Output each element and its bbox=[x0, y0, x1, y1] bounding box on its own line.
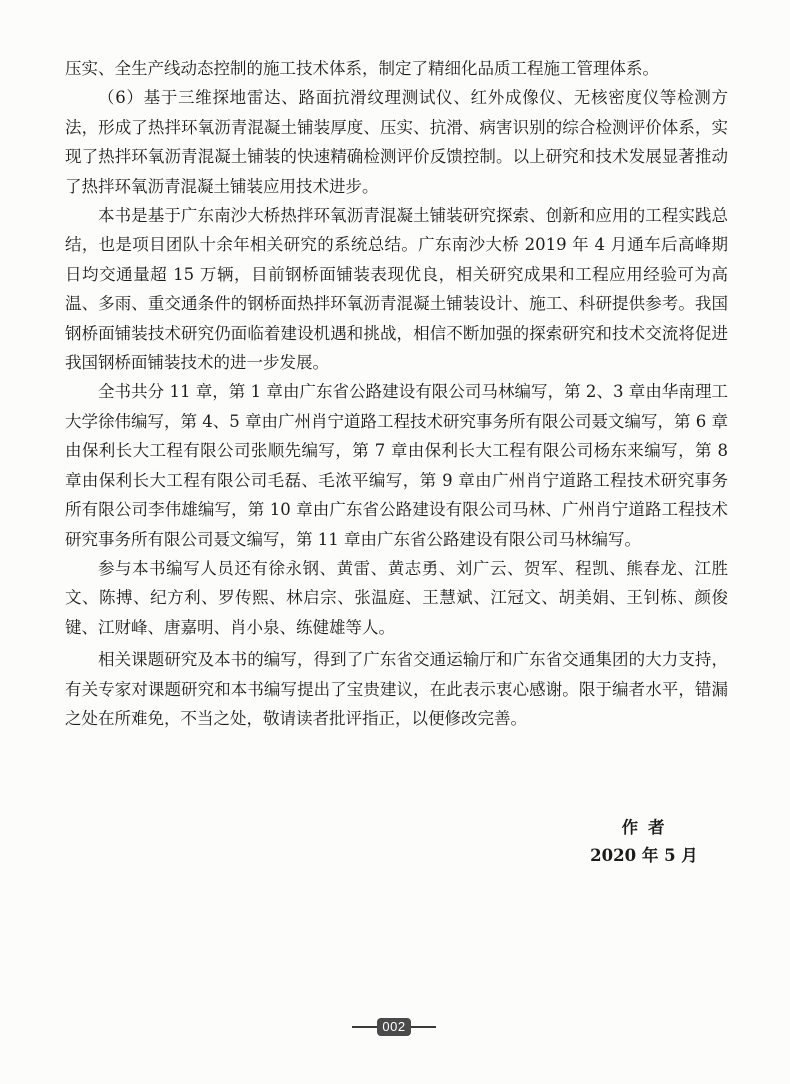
page-number-rule-left bbox=[352, 1026, 377, 1028]
paragraph-item-6: （6）基于三维探地雷达、路面抗滑纹理测试仪、红外成像仪、无核密度仪等检测方法，形成了热拌环氧沥青混凝土铺装厚度、压实、抗滑、病害识别的综合检测评价体系，实现了热拌环氧沥青混凝土铺装的快速精确检测评价反馈控制。以上研究和技术发展显著推动了热拌环氧沥青混凝土铺装应用技术进步。 bbox=[65, 88, 728, 196]
page-number bbox=[352, 1017, 436, 1037]
paragraph-book-overview: 本书是基于广东南沙大桥热拌环氧沥青混凝土铺装研究探索、创新和应用的工程实践总结，也是项目团队十余年相关研究的系统总结。广东南沙大桥 2019 年 4 月通车后高峰期日均交通量超 15 万辆，目前钢桥面铺装表现优良，相关研究成果和工程应用经验可为高温、多雨、重交通条件的钢桥面热拌环氧沥青混凝土铺装设计、施工、科研提供参考。我国钢桥面铺装技术研究仍面临着建设机遇和挑战，相信不断加强的探索研究和技术交流将促进我国钢桥面铺装技术的进一步发展。 bbox=[65, 206, 728, 373]
paragraph-acknowledgements: 相关课题研究及本书的编写，得到了广东省交通运输厅和广东省交通集团的大力支持，有关专家对课题研究和本书编写提出了宝贵建议，在此表示衷心感谢。限于编者水平，错漏之处在所难免，不当之处，敬请读者批评指正，以便修改完善。 bbox=[65, 650, 728, 728]
page-number-rule-right bbox=[411, 1026, 436, 1028]
page-number-label: 002 bbox=[377, 1018, 410, 1036]
paragraph-contributors: 参与本书编写人员还有徐永钢、黄雷、黄志勇、刘广云、贺军、程凯、熊春龙、江胜文、陈搏、纪方利、罗传熙、林启宗、张温庭、王慧斌、江冠文、胡美娟、王钊栋、颜俊键、江财峰、唐嘉明、肖小泉、练健雄等人。 bbox=[65, 558, 728, 637]
signature-author: 作者 bbox=[621, 818, 675, 837]
paragraph-chapter-authors: 全书共分 11 章，第 1 章由广东省公路建设有限公司马林编写，第 2、3 章由华南理工大学徐伟编写，第 4、5 章由广州肖宁道路工程技术研究事务所有限公司聂文编写，第 6 章由保利长大工程有限公司张顺先编写，第 7 章由保利长大工程有限公司杨东来编写，第 8 章由保利长大工程有限公司毛磊、毛浓平编写，第 9 章由广州肖宁道路工程技术研究事务所有限公司李伟雄编写，第 10 章由广东省公路建设有限公司马林、广州肖宁道路工程技术研究事务所有限公司聂文编写，第 11 章由广东省公路建设有限公司马林编写。 bbox=[65, 382, 728, 549]
paragraph-continued: 压实、全生产线动态控制的施工技术体系，制定了精细化品质工程施工管理体系。 bbox=[65, 59, 659, 78]
preface-body bbox=[65, 54, 728, 733]
signature-date: 2020 年 5 月 bbox=[590, 846, 698, 865]
